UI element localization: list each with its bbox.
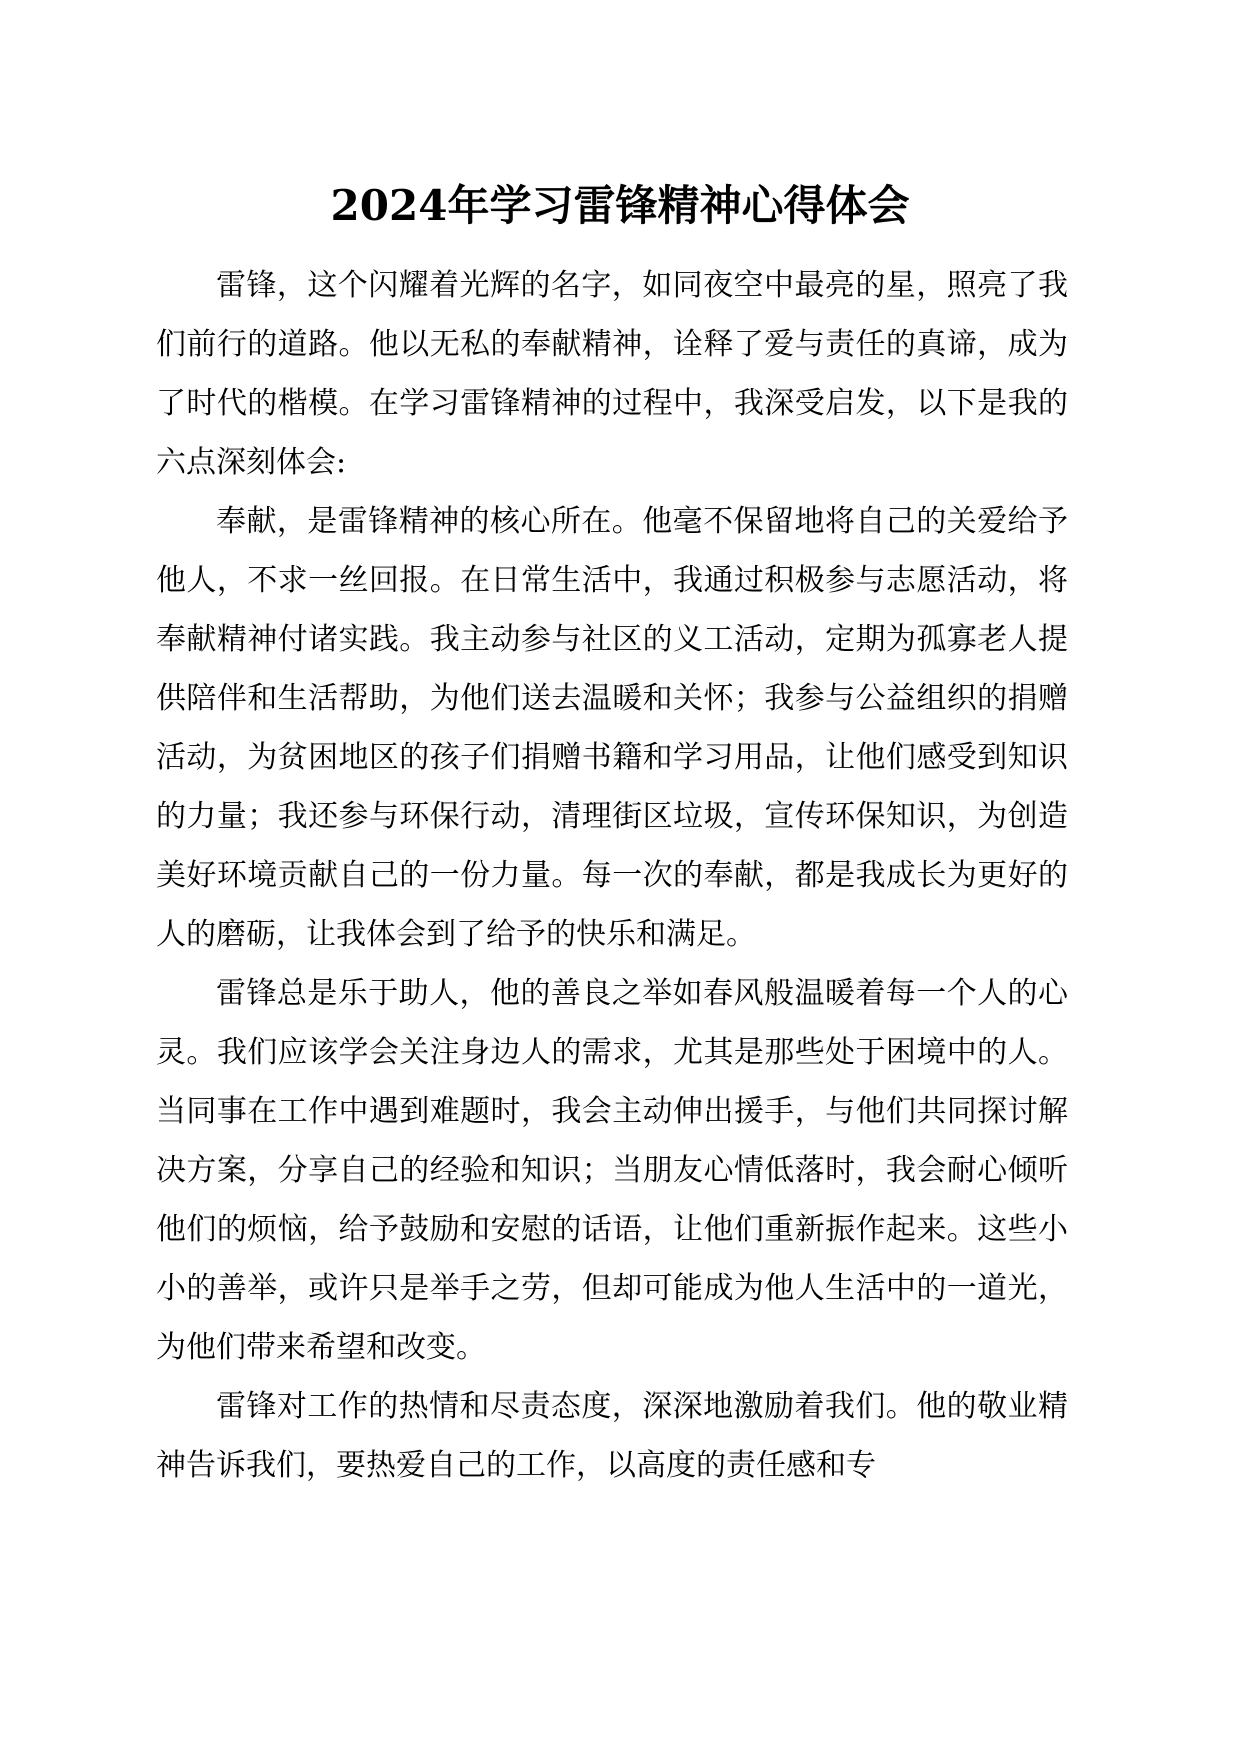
document-title: 2024年学习雷锋精神心得体会: [330, 181, 910, 230]
document-body: [156, 256, 1068, 1495]
paragraph-dedication: 奉献，是雷锋精神的核心所在。他毫不保留地将自己的关爱给予他人，不求一丝回报。在日常生活中，我通过积极参与志愿活动，将奉献精神付诸实践。我主动参与社区的义工活动，定期为孤寡老人提供陪伴和生活帮助，为他们送去温暖和关怀；我参与公益组织的捐赠活动，为贫困地区的孩子们捐赠书籍和学习用品，让他们感受到知识的力量；我还参与环保行动，清理街区垃圾，宣传环保知识，为创造美好环境贡献自己的一份力量。每一次的奉献，都是我成长为更好的人的磨砺，让我体会到了给予的快乐和满足。: [156, 504, 1068, 952]
paragraph-intro: 雷锋，这个闪耀着光辉的名字，如同夜空中最亮的星，照亮了我们前行的道路。他以无私的奉献精神，诠释了爱与责任的真谛，成为了时代的楷模。在学习雷锋精神的过程中，我深受启发，以下是我的六点深刻体会:: [156, 268, 1068, 480]
paragraph-work-dedication: 雷锋对工作的热情和尽责态度，深深地激励着我们。他的敬业精神告诉我们，要热爱自己的工作，以高度的责任感和专: [156, 1389, 1068, 1483]
paragraph-helping-others: 雷锋总是乐于助人，他的善良之举如春风般温暖着每一个人的心灵。我们应该学会关注身边人的需求，尤其是那些处于困境中的人。当同事在工作中遇到难题时，我会主动伸出援手，与他们共同探讨解决方案，分享自己的经验和知识；当朋友心情低落时，我会耐心倾听他们的烦恼，给予鼓励和安慰的话语，让他们重新振作起来。这些小小的善举，或许只是举手之劳，但却可能成为他人生活中的一道光，为他们带来希望和改变。: [156, 976, 1068, 1365]
